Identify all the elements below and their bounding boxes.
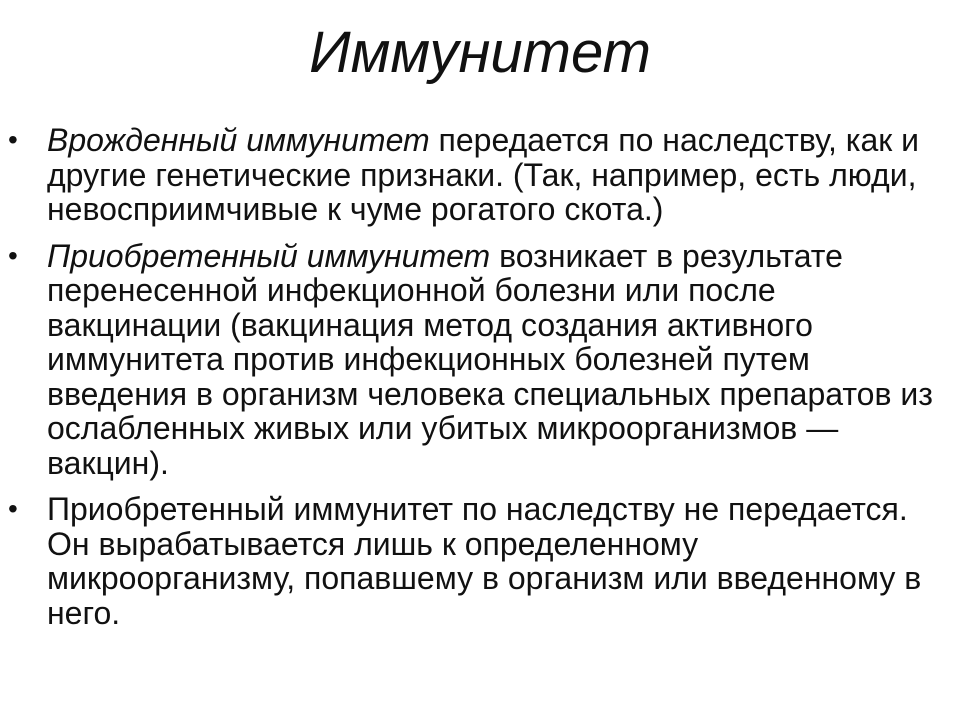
bullet-dot-icon: • bbox=[8, 493, 18, 524]
bullet-lead-term: Приобретенный иммунитет bbox=[47, 237, 491, 274]
bullet-text bbox=[47, 122, 919, 227]
bullet-item-innate-immunity bbox=[8, 123, 953, 227]
bullet-dot-icon: • bbox=[8, 124, 18, 155]
bullet-text bbox=[47, 491, 921, 631]
bullet-list bbox=[8, 123, 953, 642]
slide-title: Иммунитет bbox=[309, 20, 651, 85]
bullet-item-acquired-immunity bbox=[8, 239, 953, 481]
bullet-lead-term: Врожденный иммунитет bbox=[47, 122, 430, 158]
bullet-body: возникает в результате перенесенной инфекционной болезни или после вакцинации (вакцинация метод создания активного иммунитета против инфекционных болезней путем введения в организм человека специальных препаратов из ослабленных живых или убитых микроорганизмов — вакцин). bbox=[47, 237, 933, 481]
bullet-item-not-inherited bbox=[8, 492, 953, 630]
bullet-text bbox=[47, 238, 933, 481]
bullet-dot-icon: • bbox=[8, 239, 18, 271]
bullet-body: передается по наследству, как и другие генетические признаки. (Так, например, есть люди, невосприимчивые к чуме рогатого скота.) bbox=[47, 122, 919, 227]
bullet-body: Приобретенный иммунитет по наследству не передается. Он вырабатывается лишь к определенному микроорганизму, попавшему в организм или введенному в него. bbox=[47, 491, 922, 631]
